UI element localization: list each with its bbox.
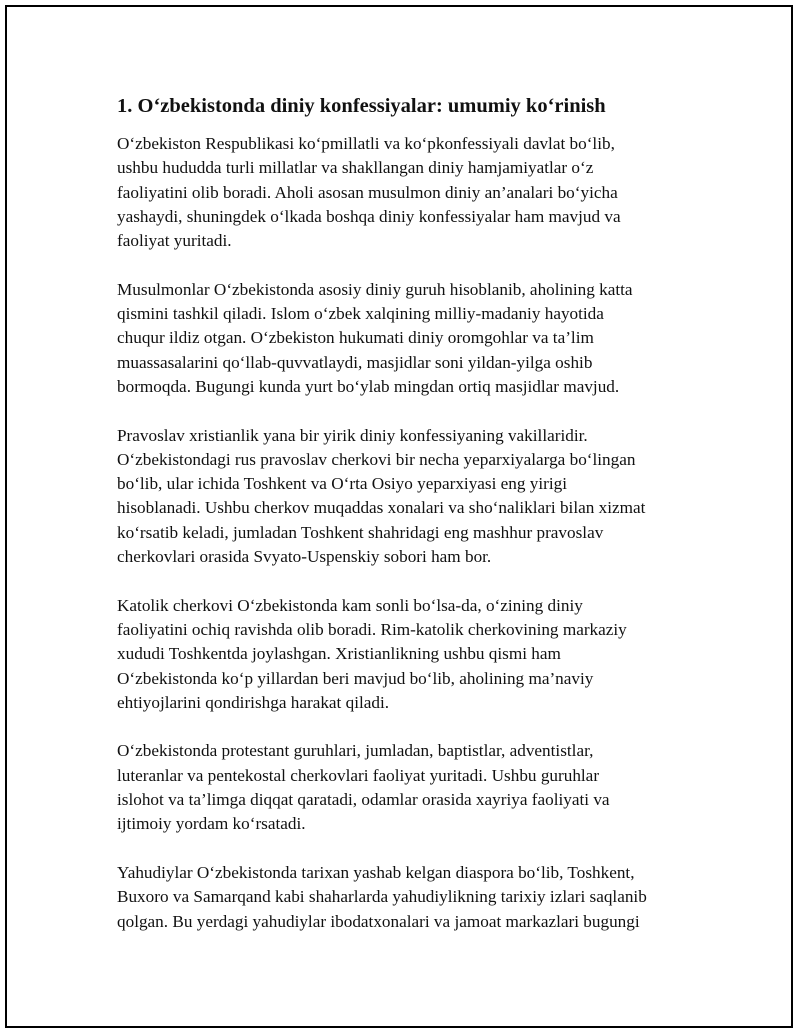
text-line: bo‘lib, ular ichida Toshkent va O‘rta Osiyo yeparxiyasi eng yirigi xyxy=(117,474,568,494)
text-line: O‘zbekistonda ko‘p yillardan beri mavjud bo‘lib, aholining ma’naviy xyxy=(117,668,594,688)
text-line: Pravoslav xristianlik yana bir yirik diniy konfessiyaning vakillaridir. xyxy=(117,425,588,445)
text-line: cherkovlari orasida Svyato-Uspenskiy sobori ham bor. xyxy=(117,547,492,567)
text-line: ijtimoiy yordam ko‘rsatadi. xyxy=(117,814,306,834)
text-line: islohot va ta’limga diqqat qaratadi, odamlar orasida xayriya faoliyati va xyxy=(117,790,610,810)
section-heading: 1. O‘zbekistonda diniy konfessiyalar: umumiy ko‘rinish xyxy=(117,95,606,117)
paragraph-intro xyxy=(117,132,697,253)
paragraph-catholic xyxy=(117,594,697,715)
text-line: luteranlar va pentekostal cherkovlari faoliyat yuritadi. Ushbu guruhlar xyxy=(117,765,600,785)
text-line: hisoblanadi. Ushbu cherkov muqaddas xonalari va sho‘naliklari bilan xizmat xyxy=(117,498,646,518)
text-line: O‘zbekiston Respublikasi ko‘pmillatli va ko‘pkonfessiyali davlat bo‘lib, xyxy=(117,134,615,153)
text-line: Yahudiylar O‘zbekistonda tarixan yashab kelgan diaspora bo‘lib, Toshkent, xyxy=(117,862,635,882)
text-line: O‘zbekistondagi rus pravoslav cherkovi bir necha yeparxiyalarga bo‘lingan xyxy=(117,449,636,469)
text-line: ushbu hududda turli millatlar va shakllangan diniy hamjamiyatlar o‘z xyxy=(117,158,594,178)
paragraph-protestant xyxy=(117,739,697,836)
text-line: qismini tashkil qiladi. Islom o‘zbek xalqining milliy-madaniy hayotida xyxy=(117,304,604,324)
paragraph-muslims xyxy=(117,278,697,399)
text-line: muassasalarini qo‘llab-quvvatlaydi, masjidlar soni yildan-yilga oshib xyxy=(117,352,593,372)
text-line: Buxoro va Samarqand kabi shaharlarda yahudiylikning tarixiy izlari saqlanib xyxy=(117,887,647,907)
paragraph-jewish xyxy=(117,861,697,934)
document-body xyxy=(117,92,697,958)
text-line: faoliyatini ochiq ravishda olib boradi. Rim-katolik cherkovining markaziy xyxy=(117,619,627,639)
text-line: xududi Toshkentda joylashgan. Xristianlikning ushbu qismi ham xyxy=(117,644,561,664)
text-line: yashaydi, shuningdek o‘lkada boshqa diniy konfessiyalar ham mavjud va xyxy=(117,206,621,226)
paragraph-orthodox xyxy=(117,424,697,570)
text-line: faoliyat yuritadi. xyxy=(117,231,232,251)
text-line: O‘zbekistonda protestant guruhlari, jumladan, baptistlar, adventistlar, xyxy=(117,741,594,761)
text-line: ehtiyojlarini qondirishga harakat qiladi. xyxy=(117,692,390,712)
text-line: Katolik cherkovi O‘zbekistonda kam sonli bo‘lsa-da, o‘zining diniy xyxy=(117,595,583,615)
text-line: faoliyatini olib boradi. Aholi asosan musulmon diniy an’analari bo‘yicha xyxy=(117,182,618,202)
text-line: qolgan. Bu yerdagi yahudiylar ibodatxonalari va jamoat markazlari bugungi xyxy=(117,911,640,931)
text-line: Musulmonlar O‘zbekistonda asosiy diniy guruh hisoblanib, aholining katta xyxy=(117,279,633,299)
text-line: ko‘rsatib keladi, jumladan Toshkent shahridagi eng mashhur pravoslav xyxy=(117,522,604,542)
text-line: chuqur ildiz otgan. O‘zbekiston hukumati diniy oromgohlar va ta’lim xyxy=(117,328,594,348)
text-line: bormoqda. Bugungi kunda yurt bo‘ylab mingdan ortiq masjidlar mavjud. xyxy=(117,376,620,396)
